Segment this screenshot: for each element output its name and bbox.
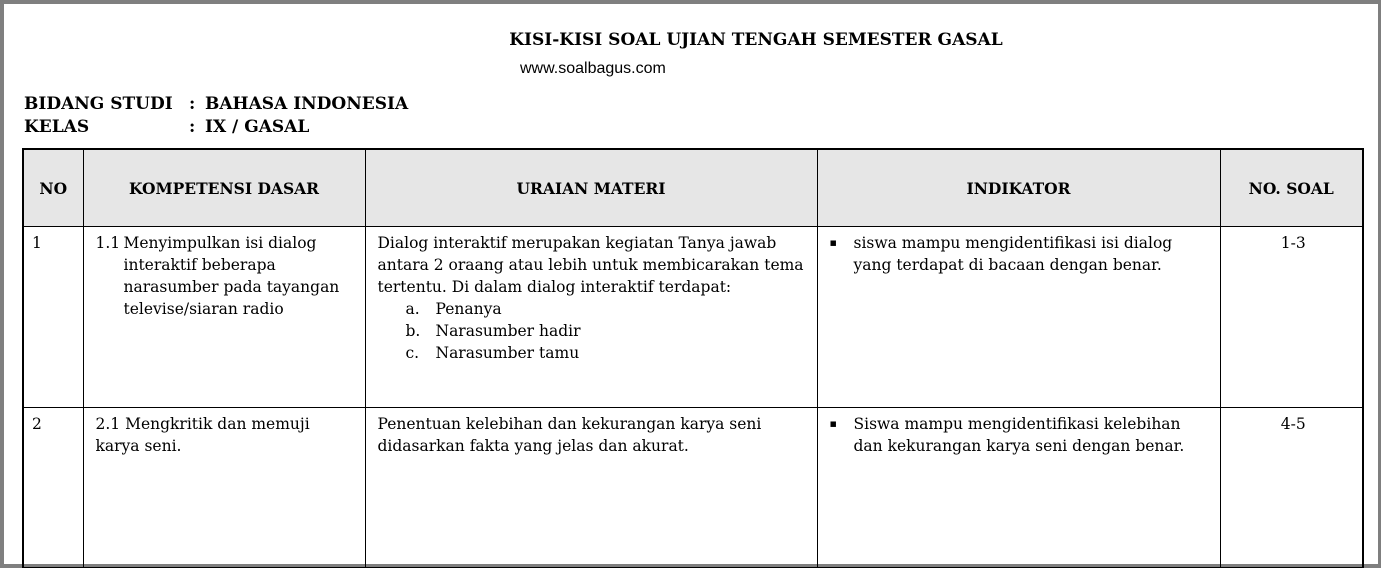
list-item-text: Penanya xyxy=(435,300,502,318)
document-title: KISI-KISI SOAL UJIAN TENGAH SEMESTER GASAL xyxy=(509,30,1003,50)
bidang-studi-label: BIDANG STUDI xyxy=(24,94,173,114)
cell-materi xyxy=(365,227,817,408)
bullet-icon: ▪ xyxy=(829,236,837,249)
list-item-text: Narasumber hadir xyxy=(435,322,581,340)
list-marker: b. xyxy=(405,322,421,340)
kd-number: 1.1 xyxy=(95,234,121,252)
materi-text: Penentuan kelebihan dan kekurangan karya seni didasarkan fakta yang jelas dan akurat. xyxy=(377,415,762,455)
kelas-label: KELAS xyxy=(24,117,90,137)
colon: : xyxy=(189,117,196,137)
cell-kompetensi xyxy=(83,408,365,568)
list-marker: c. xyxy=(405,344,420,362)
bidang-studi-value: BAHASA INDONESIA xyxy=(205,94,409,114)
list-item xyxy=(378,298,809,320)
table-row xyxy=(23,408,1363,568)
column-header-materi: URAIAN MATERI xyxy=(365,149,817,227)
indikator-text: siswa mampu mengidentifikasi isi dialog yang terdapat di bacaan dengan benar. xyxy=(853,234,1173,274)
list-item-text: Narasumber tamu xyxy=(435,344,580,362)
list-item xyxy=(378,320,809,342)
cell-no: 2 xyxy=(23,408,83,568)
table-row xyxy=(23,227,1363,408)
column-header-indikator: INDIKATOR xyxy=(817,149,1220,227)
cell-no-soal: 1-3 xyxy=(1220,227,1363,408)
website-text: www.soalbagus.com xyxy=(520,60,666,77)
cell-indikator xyxy=(817,227,1220,408)
kelas-line xyxy=(24,117,309,137)
table-header-row xyxy=(23,149,1363,227)
colon: : xyxy=(189,94,196,114)
column-header-kompetensi: KOMPETENSI DASAR xyxy=(83,149,365,227)
kisi-kisi-table xyxy=(22,148,1364,568)
indikator-text: Siswa mampu mengidentifikasi kelebihan dan kekurangan karya seni dengan benar. xyxy=(853,415,1185,455)
kd-text: Menyimpulkan isi dialog interaktif beberapa narasumber pada tayangan televise/siaran radio xyxy=(123,234,340,318)
materi-list xyxy=(378,298,809,364)
list-marker: a. xyxy=(405,300,420,318)
bullet-icon: ▪ xyxy=(829,417,837,430)
cell-materi xyxy=(365,408,817,568)
list-item xyxy=(378,342,809,364)
column-header-no: NO xyxy=(23,149,83,227)
cell-indikator xyxy=(817,408,1220,568)
cell-kompetensi xyxy=(83,227,365,408)
kd-text: 2.1 Mengkritik dan memuji karya seni. xyxy=(95,415,310,455)
materi-text: Dialog interaktif merupakan kegiatan Tanya jawab antara 2 oraang atau lebih untuk membicarakan tema tertentu. Di dalam dialog interaktif terdapat: xyxy=(377,234,804,296)
document-page xyxy=(4,4,1378,564)
column-header-no-soal: NO. SOAL xyxy=(1220,149,1363,227)
kelas-value: IX / GASAL xyxy=(205,117,310,137)
cell-no: 1 xyxy=(23,227,83,408)
bidang-studi-line xyxy=(24,94,408,114)
cell-no-soal: 4-5 xyxy=(1220,408,1363,568)
